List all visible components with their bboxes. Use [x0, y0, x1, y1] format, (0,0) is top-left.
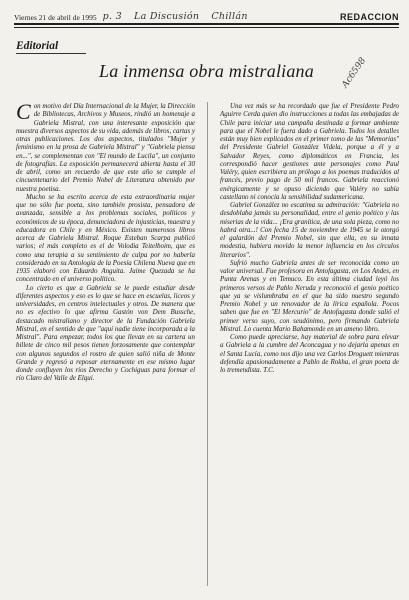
article-body	[16, 99, 399, 586]
paragraph: Mucho se ha escrito acerca de esta extraordinaria mujer que no sólo fue poeta, sino también prosista, pensadora de avanzada, sensible a los problemas sociales, políticos y económicos de su época, denunciadora de injusticias, maestra y educadora en Chile y en México. Existen numerosos libros acerca de Gabriela Mistral. Roque Esteban Scarpa publicó varios; el más completo es el de Volodia Teitelboim, que es como una terapia a su sentimiento de culpa por no haberla considerado en su Antología de la Poesía Chilena Nueva que en 1935 elaboró con Eduardo Anguita. Jaime Quezada se ha concentrado en el universo político.	[16, 192, 195, 284]
page-mark: p. 3	[102, 11, 123, 22]
drop-cap: C	[16, 99, 31, 124]
paragraph: Como puede apreciarse, hay material de sobra para elevar a Gabriela a la cumbre del Aconcagua y no dejarla apenas en el Santa Lucía, como nos dijo una vez Carlos Droguett mientras defendía apasionadamente a Pablo de Rokha, el gran poeta de lo tremendista. T.C.	[220, 333, 399, 374]
newspaper-page	[14, 6, 399, 596]
header-rule	[14, 27, 399, 28]
kicker-underline	[16, 53, 86, 54]
paragraph-text: on motivo del Día Internacional de la Mujer, la Dirección de Bibliotecas, Archivos y Museos, rindió un homenaje a Gabriela Mistral, con una interesante exposición que muestra diversos aspectos de su vida, además de libros, cartas y otras publicaciones. Los dos aspectos, titulados "Mujer y feminismo en la prosa de Gabriela Mistral" y "Gabriela piensa en...", se complementan con "El mundo de Lucila", un conjunto de fotografías. La exposición permanecerá abierta hasta el 30 de abril, como un recuerdo de que este año se cumple el cincuentenario del Premio Nobel de Literatura obtenido por nuestra poetisa.	[16, 102, 195, 193]
article-kicker: Editorial	[16, 40, 59, 52]
archive-stamp: Ac6598	[339, 56, 368, 90]
right-column	[220, 102, 399, 586]
paragraph: Gabriel González no escatima su admiración: "Gabriela no desdoblaba jamás su personalidad, entre el genio poético y las miserias de la vida... ¡Era granítica, de una sola pieza, como no habrá otra...! Con fecha 15 de noviembre de 1945 se le otorgó el galardón del Premio Nobel, sin que ella, en su innata modestia, hubiera movido la menor influencia en los círculos literarios".	[220, 201, 399, 259]
newspaper-name: La Discusión	[134, 11, 200, 22]
column-divider	[207, 102, 208, 586]
article-title: La inmensa obra mistraliana	[99, 61, 314, 81]
left-column	[16, 99, 195, 586]
page-header	[14, 6, 399, 25]
paragraph	[16, 99, 195, 193]
issue-date: Viernes 21 de abril de 1995	[14, 13, 97, 22]
paragraph: Una vez más se ha recordado que fue el Presidente Pedro Aguirre Cerda quien dio instrucciones a todas las embajadas de Chile para iniciar una campaña destinada a formar ambiente para que el Nobel le fuera dado a Gabriela. Todos los detalles están muy bien explicados en el primer tomo de las "Memorias" del Presidente Gabriel González Videla, porque a él y a Salvador Reyes, como diplomáticos en Francia, les correspondió hacer gestiones ante personajes como Paul Valéry, quien escribiera un prólogo a los poemas traducidos al francés, previo pago de 50 mil francos. Gabriela reaccionó enérgicamente y se opuso diciendo que Valéry no sabía castellano ni conocía la sensibilidad sudamericana.	[220, 102, 399, 201]
newspaper-city: Chillán	[211, 11, 248, 22]
paragraph: Lo cierto es que a Gabriela se le puede estudiar desde diferentes aspectos y eso es lo que se hace en escuelas, liceos y universidades, en centros intelectuales y otros. De manera que no es efectivo lo que afirma Gastón von Dem Bussche, destacado mistraliano y director de la Fundación Gabriela Mistral, en el sentido de que "aquí nadie tiene incorporada a la Mistral". Para empezar, todos los que llevan en su cartera un billete de cinco mil pesos tienen forzosamente que contemplar con algunos segundos el rostro de quien salió niña de Monte Grande y regresó a reposar eternamente en ese mismo lugar donde confluyen los ríos Derecho y Cochiguas para formar el río Claro del Valle de Elqui.	[16, 283, 195, 383]
section-name: REDACCION	[339, 12, 399, 22]
paragraph: Sufrió mucho Gabriela antes de ser reconocida como un valor universal. Fue profesora en Antofagasta, en Los Andes, en Punta Arenas y en Temuco. En esta última ciudad leyó los primeros versos de Pablo Neruda y reconoció el genio poético que ya se vislumbraba en el que ha sido nuestro segundo Premio Nobel y un renovador de la lírica española. Pocos saben que fue en "El Mercurio" de Antofagasta donde salió el primer verso suyo, con seudónimo, pero firmando Gabriela Mistral. Lo cuenta Mario Bahamonde en un ameno libro.	[220, 258, 399, 333]
